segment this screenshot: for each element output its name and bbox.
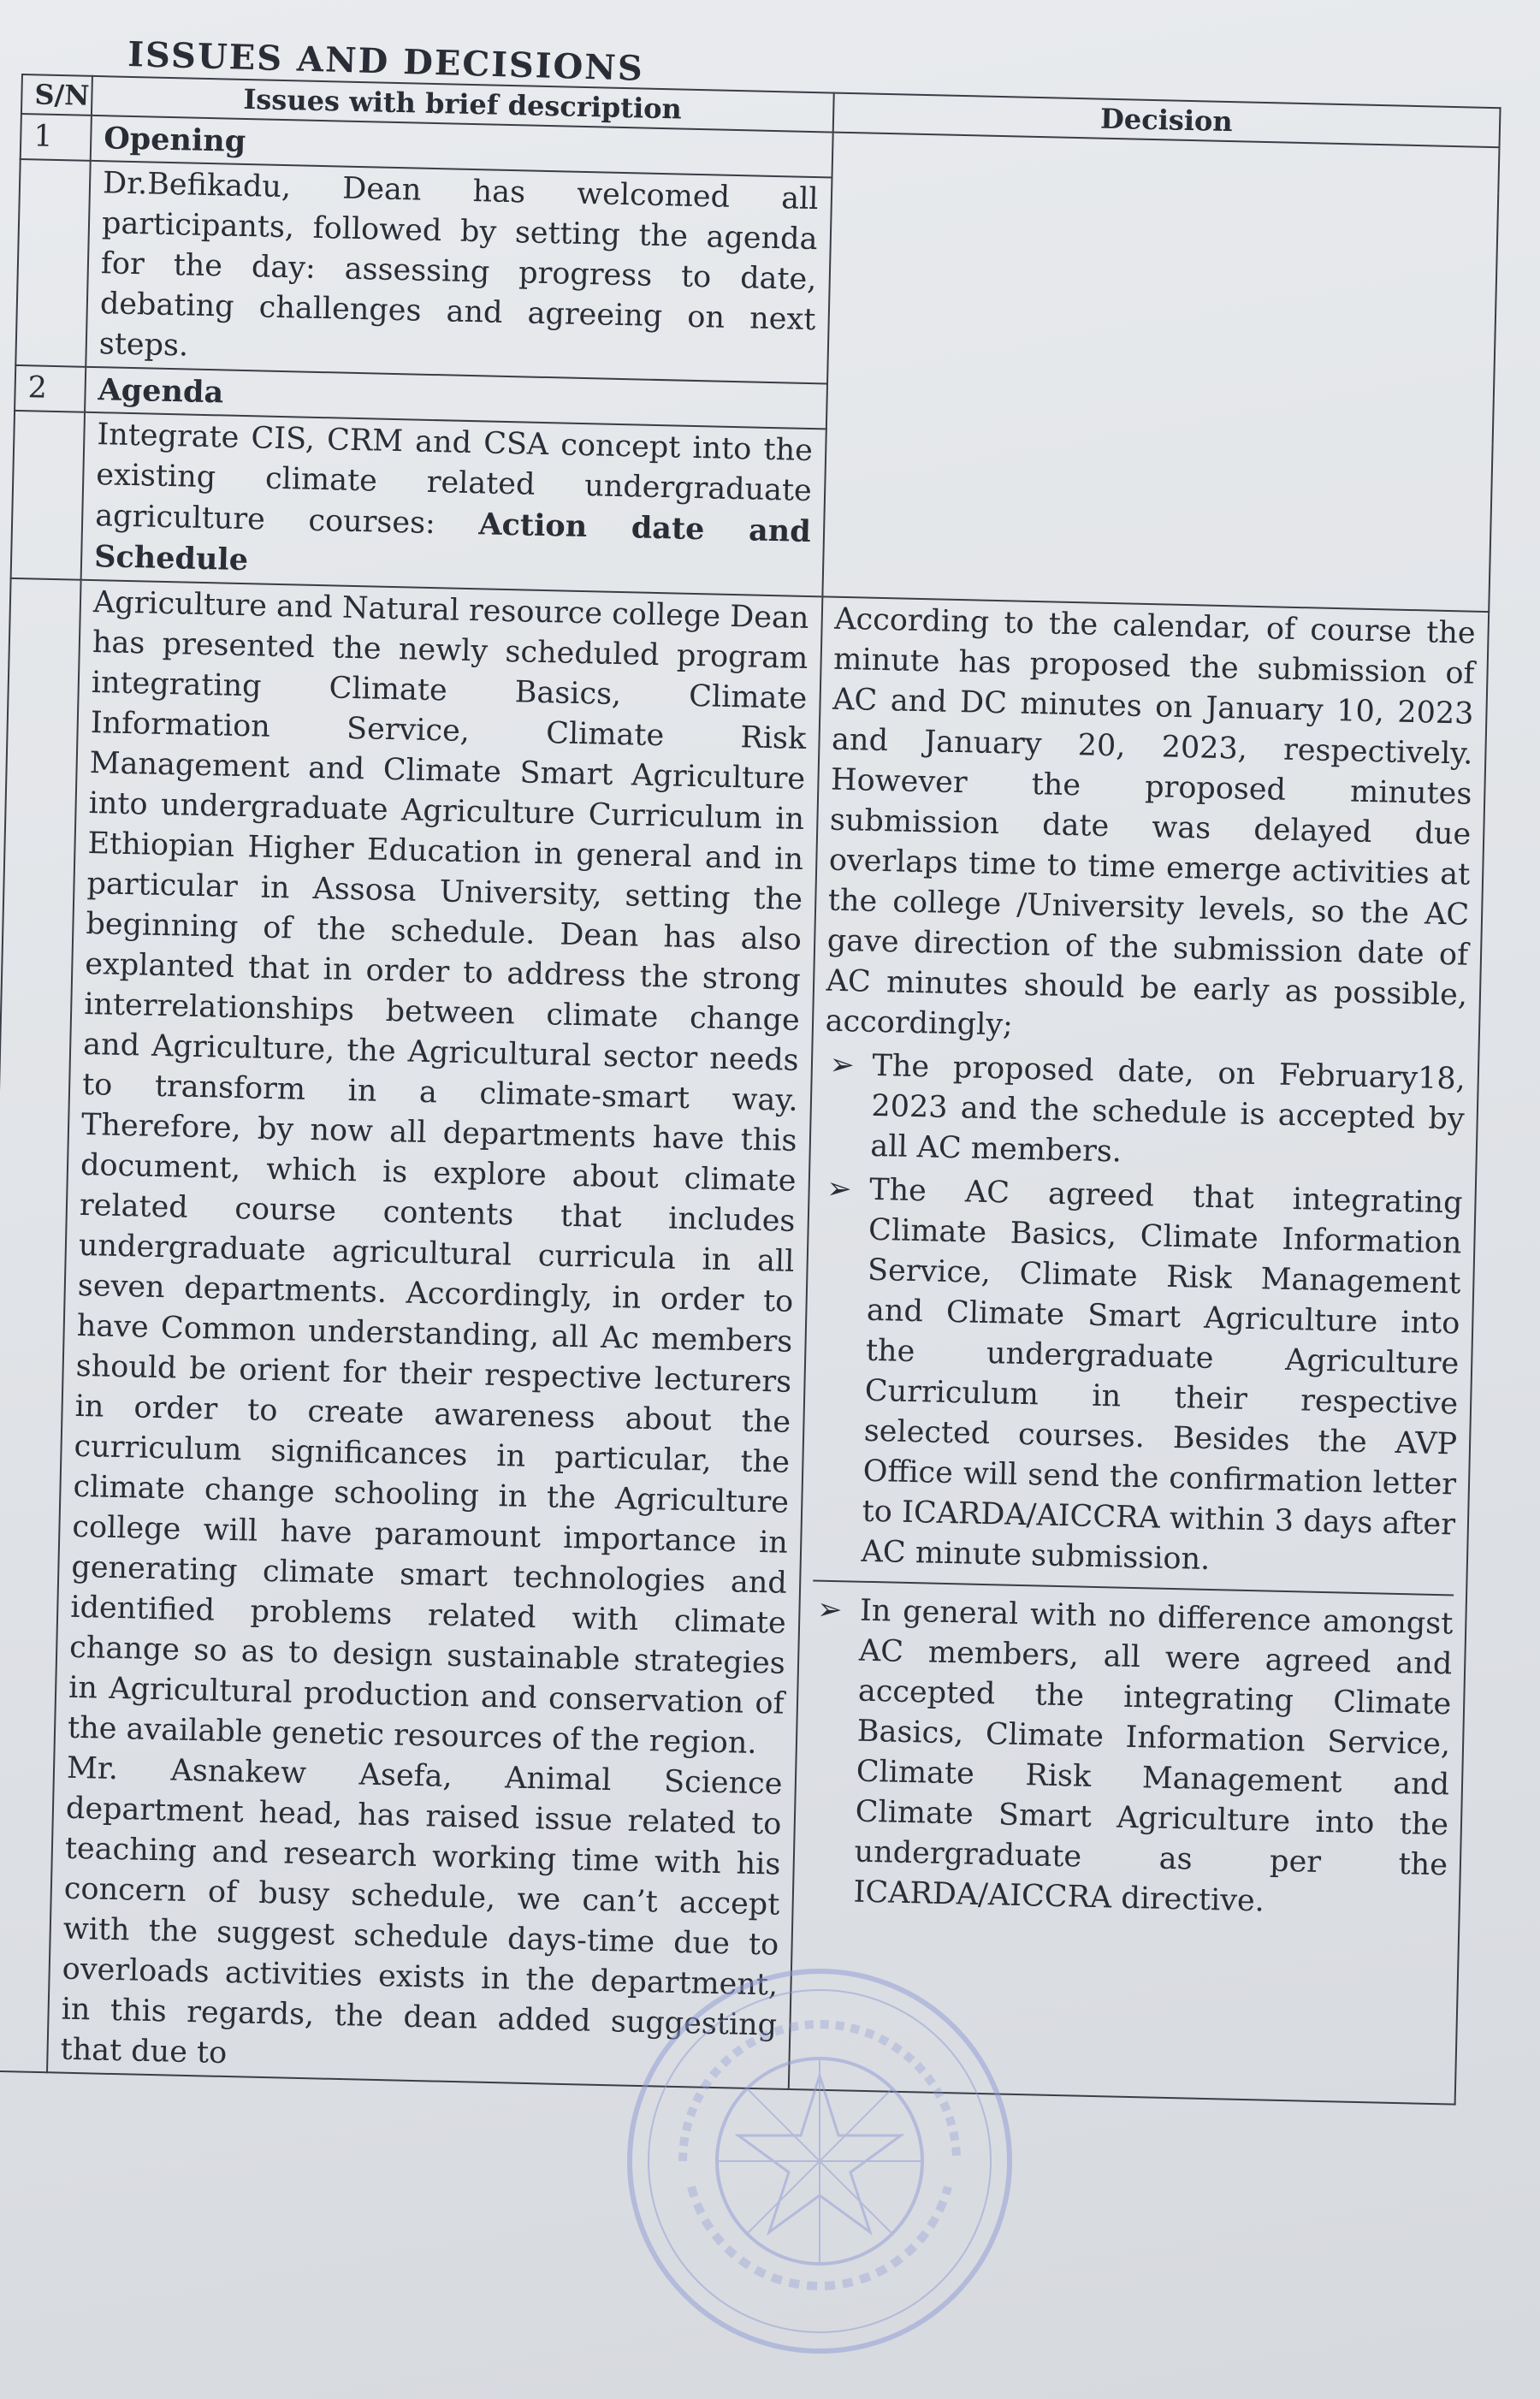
arrow-bullet-icon: ➢ (816, 1592, 843, 1628)
row-sn: 1 (21, 114, 92, 161)
opening-text: Dr.Befikadu, Dean has welcomed all participants, followed by setting the agenda for the day: assessing progress to date, debating challenges and agreeing on next steps. (86, 161, 832, 384)
header-decision: Decision (832, 93, 1500, 148)
agenda-body (47, 580, 822, 2089)
decision-item-text: In general with no difference amongst AC members, all were agreed and accepted the integrating Climate Basics, Climate Information Service, Climate Risk Management and Climate Smart Agriculture into the undergraduate as per the ICARDA/AICCRA directive. (853, 1593, 1454, 1919)
agenda-intro-text: Integrate CIS, CRM and CSA concept into the existing climate related undergraduate agriculture courses: (94, 418, 814, 542)
decision-cell (788, 596, 1489, 2104)
agenda-intro-bold: Action date and Schedule (93, 506, 812, 578)
row-sn-empty (15, 159, 90, 367)
table-row (0, 578, 1489, 2105)
row-heading: Opening (91, 116, 833, 178)
decision-item-text: The proposed date, on February18, 2023 and the schedule is accepted by all AC members. (869, 1048, 1466, 1170)
header-sn: S/N (21, 74, 92, 116)
agenda-body-paragraph: Agriculture and Natural resource college Dean has presented the newly scheduled program integrating Climate Basics, Climate Information Service, Climate Risk Management and Climate Smart Agriculture into undergraduate Agriculture Curriculum in Ethiopian Higher Education in general and in particular in Assosa University, setting the beginning of the schedule. Dean has also explanted that in order to address the strong interrelationships between climate change and Agriculture, the Agricultural sector needs to transform in a climate-smart way. Therefore, by now all departments have this document, which is explore about climate related course contents that includes undergraduate agricultural curricula in all seven departments. Accordingly, in order to have Common understanding, all Ac members should be orient for their respective lecturers in order to create awareness about the curriculum significances in particular, the climate change schooling in the Agriculture college will have paramount importance in generating climate smart technologies and identified problems related with climate change so as to design sustainable strategies in Agricultural production and conservation of the available genetic resources of the region. (67, 585, 809, 1761)
agenda-intro (81, 412, 826, 597)
decision-item (813, 1170, 1463, 1586)
issues-decisions-table (0, 74, 1502, 2106)
decision-item (805, 1590, 1454, 1926)
row-sn: 2 (15, 365, 86, 412)
row-sn-empty (11, 411, 85, 580)
decision-cell-empty (822, 133, 1500, 613)
page-title: ISSUES AND DECISIONS (127, 34, 645, 89)
row-heading: Agenda (85, 367, 827, 429)
arrow-bullet-icon: ➢ (829, 1047, 856, 1083)
decision-list (813, 1045, 1466, 1586)
decision-item (822, 1045, 1466, 1181)
official-round-seal-icon (623, 1964, 1016, 2358)
agenda-body-paragraph: Mr. Asnakew Asefa, Animal Science department head, has raised issue related to teaching and research working time with his concern of busy schedule, we can’t accept with the suggest schedule days-time due to overloads activities exists in the department, in this regards, the dean added suggesting that due to (60, 1750, 783, 2071)
arrow-bullet-icon: ➢ (826, 1171, 853, 1207)
decision-list (805, 1590, 1454, 1926)
decision-item-text: The AC agreed that integrating Climate Basics, Climate Information Service, Climate Risk Management and Climate Smart Agriculture into the undergraduate Agriculture Curriculum in their respective selected courses. Besides the AVP Office will send the confirmation letter to ICARDA/AICCRA within 3 days after AC minute submission. (861, 1172, 1463, 1577)
decision-intro: According to the calendar, of course the minute has proposed the submission of AC and DC minutes on January 10, 2023 and January 20, 2023, respectively. However the proposed minutes submission date was delayed due overlaps time to time emerge activities at the college /University levels, so the AC gave direction of the submission date of AC minutes should be early as possible, accordingly; (825, 601, 1477, 1043)
header-issues: Issues with brief description (92, 76, 833, 133)
